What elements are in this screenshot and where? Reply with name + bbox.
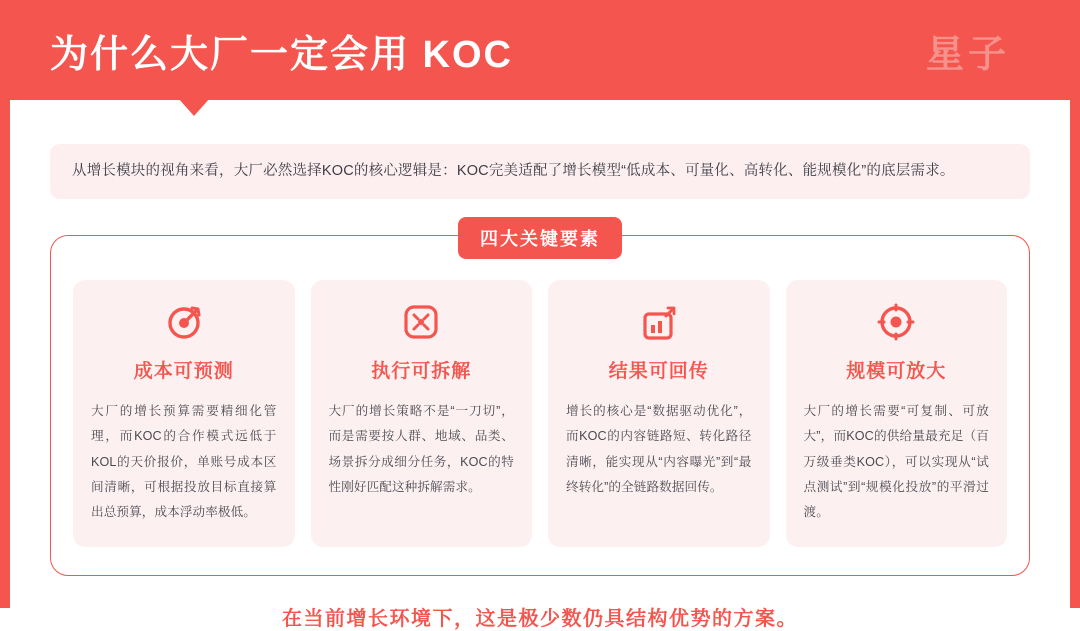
page-header <box>0 0 1080 100</box>
card-title: 成本可预测 <box>133 361 234 383</box>
card-title: 规模可放大 <box>846 361 947 383</box>
card-title: 执行可拆解 <box>371 361 472 383</box>
target-arrow-icon <box>164 302 204 342</box>
key-elements-panel <box>50 229 1030 576</box>
panel-badge: 四大关键要素 <box>458 217 622 259</box>
card-scale-expandable <box>786 280 1008 547</box>
footer <box>10 602 1070 631</box>
bar-chart-growth-icon <box>639 302 679 342</box>
card-body: 增长的核心是“数据驱动优化”，而KOC的内容链路短、转化路径清晰，能实现从“内容曝光”到“最终转化”的全链路数据回传。 <box>566 404 752 494</box>
intro-banner <box>50 144 1030 199</box>
intro-text: 从增长模块的视角来看，大厂必然选择KOC的核心逻辑是：KOC完美适配了增长模型“低成本、可量化、高转化、能规模化”的底层需求。 <box>72 163 955 179</box>
card-execution-decomposable <box>311 280 533 547</box>
card-body: 大厂的增长需要“可复制、可放大”，而KOC的供给量最充足（百万级垂类KOC），可以实现从“试点测试”到“规模化投放”的平滑过渡。 <box>803 404 989 519</box>
card-title: 结果可回传 <box>608 361 709 383</box>
brand-logo: 星子 <box>925 33 1010 76</box>
header-notch-decoration <box>178 98 210 116</box>
card-cost-predictable <box>73 280 295 547</box>
page-title: 为什么大厂一定会用 KOC <box>50 33 514 76</box>
cards-row <box>73 280 1007 547</box>
card-result-traceable <box>548 280 770 547</box>
concentric-circle-icon <box>876 302 916 342</box>
card-body: 大厂的增长策略不是“一刀切”，而是需要按人群、地域、品类、场景拆分成细分任务，KOC的特性刚好匹配这种拆解需求。 <box>328 404 514 494</box>
card-body: 大厂的增长预算需要精细化管理，而KOC的合作模式远低于KOL的天价报价，单账号成本区间清晰，可根据投放目标直接算出总预算，成本浮动率极低。 <box>91 404 277 519</box>
expand-arrows-icon <box>401 302 441 342</box>
footer-text: 在当前增长环境下，这是极少数仍具结构优势的方案。 <box>282 608 798 631</box>
